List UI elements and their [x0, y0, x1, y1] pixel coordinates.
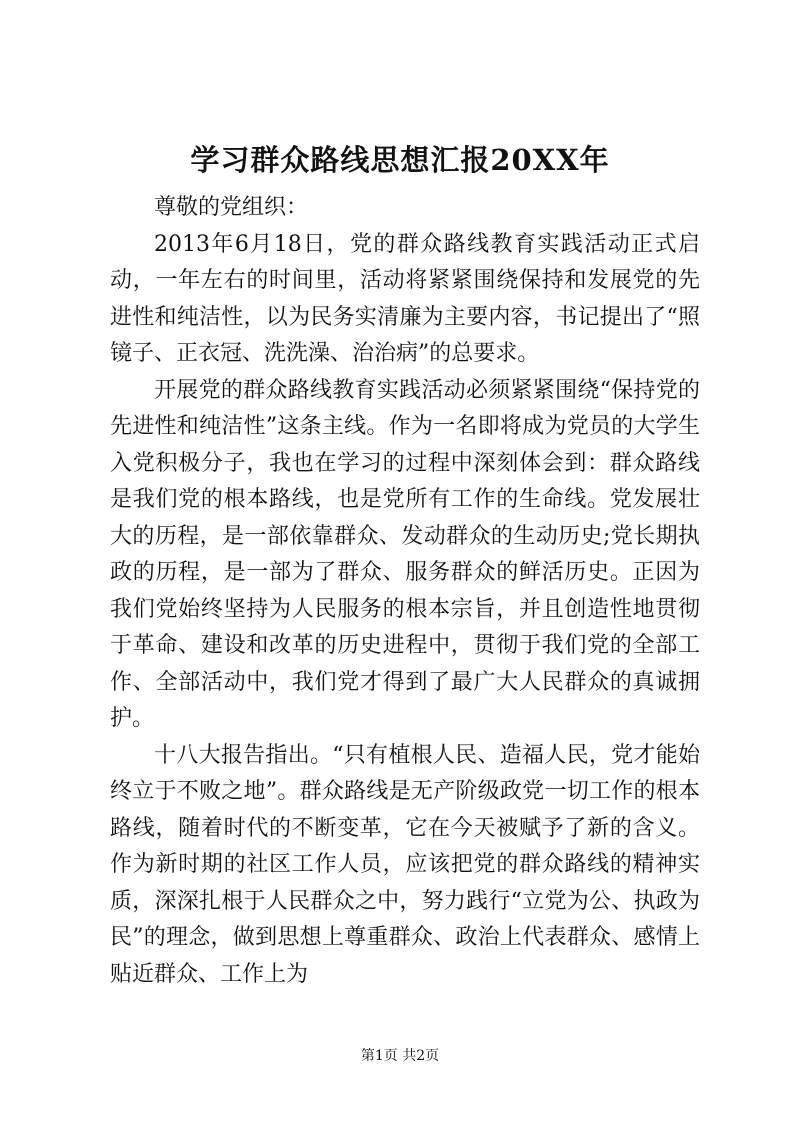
document-body: [110, 190, 700, 993]
paragraph-3: 十八大报告指出。“只有植根人民、造福人民，党才能始终立于不败之地”。群众路线是无产阶级政党一切工作的根本路线，随着时代的不断变革，它在今天被赋予了新的含义。作为新时期的社区工作人员，应该把党的群众路线的精神实质，深深扎根于人民群众之中，努力践行“立党为公、执政为民”的理念，做到思想上尊重群众、政治上代表群众、感情上贴近群众、工作上为: [110, 742, 700, 987]
salutation: 尊敬的党组织：: [154, 195, 309, 220]
paragraph-1: 2013年6月18日，党的群众路线教育实践活动正式启动，一年左右的时间里，活动将紧紧围绕保持和发展党的先进性和纯洁性，以为民务实清廉为主要内容，书记提出了“照镜子、正衣冠、洗洗澡、治治病”的总要求。: [110, 231, 700, 366]
document-title: 学习群众路线思想汇报20XX年: [190, 143, 610, 177]
paragraph-2: 开展党的群众路线教育实践活动必须紧紧围绕“保持党的先进性和纯洁性”这条主线。作为一名即将成为党员的大学生入党积极分子，我也在学习的过程中深刻体会到：群众路线是我们党的根本路线，也是党所有工作的生命线。党发展壮大的历程，是一部依靠群众、发动群众的生动历史;党长期执政的历程，是一部为了群众、服务群众的鲜活历史。正因为我们党始终坚持为人民服务的根本宗旨，并且创造性地贯彻于革命、建设和改革的历史进程中，贯彻于我们党的全部工作、全部活动中，我们党才得到了最广大人民群众的真诚拥护。: [110, 377, 700, 731]
page-footer: 第1页 共2页: [360, 1048, 440, 1064]
